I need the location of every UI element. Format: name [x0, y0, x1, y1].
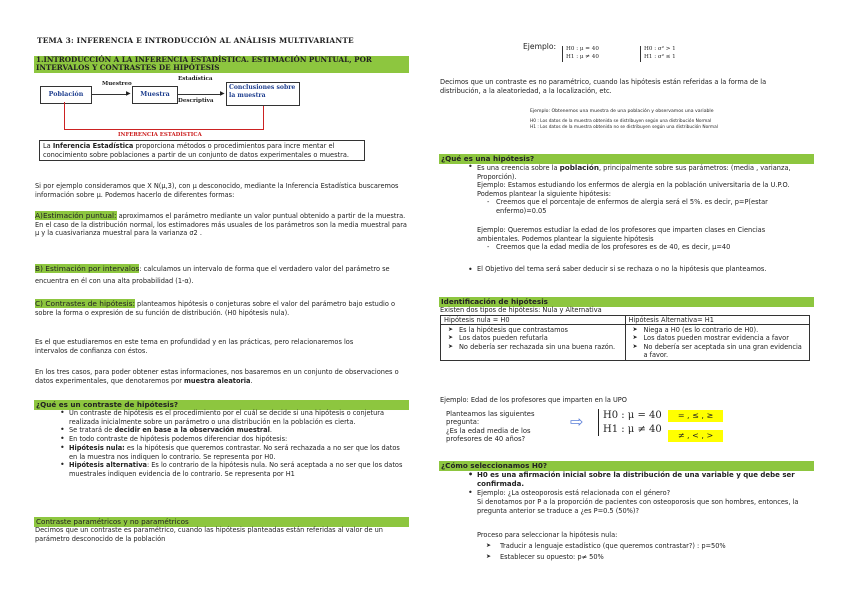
list-item: • Hipótesis nula: es la hipótesis que queremos contrastar. No será rechazada a no ser que los datos en la muestra nos indiquen lo contrario. Se representa por H0. [58, 444, 403, 461]
ej3-h1: H1 : μ ≠ 40 [603, 423, 662, 435]
ejemplo-hyp-b [640, 46, 676, 62]
list-item: ➤ Niega a H0 (es lo contrario de H0). [633, 326, 807, 334]
arrow-line [92, 94, 128, 95]
ejemplo-3-question [446, 410, 566, 444]
list-item: • H0 es una afirmación inicial sobre la distribución de una variable y que debe ser confirmada. [466, 471, 801, 489]
estimacion-puntual-label: A)Estimación puntual: [35, 211, 117, 220]
section-4-list [466, 163, 806, 181]
ej1-text: Ejemplo: Estamos estudiando los enfermos de alergia en la población universitaria de la U.P.O. Podemos plantear la siguiente hipótesis: [477, 181, 790, 198]
list-item: - Creemos que el porcentaje de enfermos de alergia será el 5%. es decir, p=P(estar enfermo)=0.05 [485, 198, 797, 215]
ej3-h0: H0 : μ = 40 [603, 410, 662, 421]
inference-diagram [38, 78, 308, 138]
muestra-bold: muestra aleatoria [184, 376, 251, 385]
ejemplo-label: Ejemplo: [523, 42, 557, 51]
right-arrow-icon: ⇨ [570, 412, 584, 431]
hypothesis-example-1 [477, 181, 797, 216]
ejemplo-3-hypotheses [598, 409, 662, 436]
list-item: • Ejemplo: ¿La osteoporosis está relacionada con el género? Si denotamos por P a la proporción de pacientes con osteoporosis que son hombres, entonces, la pregunta anterior se traduce a ¿es P=0.5 (50%)? [466, 489, 801, 515]
list-item: - Creemos que la edad media de los profesores es de 40, es decir, μ=40 [485, 243, 797, 252]
section-1-title: 1.INTRODUCCIÓN A LA INFERENCIA ESTADÍSTICA. ESTIMACIÓN PUNTUAL, POR INTERVALOS Y CONTRASTES DE HIPÓTESIS [34, 56, 409, 73]
section-5-subtitle: Existen dos tipos de hipótesis: Nula y Alternativa [440, 306, 602, 314]
list-item: ➤ Establecer su opuesto: p≠ 50% [486, 552, 786, 563]
parametric-text: Decimos que un contraste es paramétrico, cuando las hipótesis planteadas están referidas al valor de un parámetro desconocido de la población [35, 526, 383, 543]
list-item: ➤ No debería ser aceptada sin una gran evidencia a favor. [633, 343, 807, 359]
section-3-title: Contraste paramétricos y no paramétricos [34, 517, 409, 527]
table-head-h1: Hipótesis Alternativa= H1 [625, 316, 810, 325]
red-line-left [64, 102, 65, 130]
ej-h1a: H1 : μ ≠ 40 [566, 53, 599, 60]
descriptiva-label: Descriptiva [178, 98, 214, 104]
ej2-h1: H1 : Los datos de la muestra obtenida no se distribuyen según una distribución Normal [530, 125, 718, 131]
muestra-post: . [250, 376, 253, 385]
list-item: ➤ Traducir a lenguaje estadístico (que queremos contrastar?) : p=50% [486, 541, 786, 552]
estimacion-intervalos-label: B) Estimación por intervalos [35, 264, 140, 273]
ejemplo-3-title: Ejemplo: Edad de los profesores que imparten en la UPO [440, 396, 627, 404]
red-line-right [263, 106, 264, 130]
ej2-line: Ejemplo: Obtenemos una muestra de una población y observamos una variable [530, 109, 714, 114]
inequality-symbols-box: ≠ , < , > [668, 430, 723, 442]
def-post: proporciona métodos o procedimientos para incre mentar el conocimiento sobre poblaciones a partir de un conjunto de datos experimentales o muestra. [43, 142, 349, 159]
ej-h0b: H0 : σ² > 1 [644, 46, 676, 52]
list-item: • En todo contraste de hipótesis podemos diferenciar dos hipótesis: [58, 435, 403, 444]
section-6-title: ¿Cómo seleccionamos H0? [439, 461, 814, 471]
list-item: ➤ No debería ser rechazada sin una buena razón. [448, 343, 622, 351]
conclusiones-box: Conclusiones sobre la muestra [226, 82, 300, 106]
arrow-head-icon: ▶ [126, 90, 131, 97]
def-bold: Inferencia Estadística [52, 142, 134, 150]
muestreo-label: Muestreo [102, 81, 132, 87]
estadistica-label: Estadística [178, 76, 213, 82]
muestra-box: Muestra [132, 86, 178, 104]
table-head-h0: Hipótesis nula = H0 [441, 316, 626, 325]
estimacion-intervalos [35, 263, 407, 287]
red-line-bottom [64, 129, 264, 130]
proceso-list [486, 541, 786, 562]
tema-title: TEMA 3: INFERENCIA E INTRODUCCIÓN AL ANÁLISIS MULTIVARIANTE [37, 36, 354, 45]
list-item: • Se tratará de decidir en base a la observación muestral. [58, 426, 403, 435]
section-2-title: ¿Qué es un contraste de hipótesis? [34, 400, 409, 410]
section-4-title: ¿Qué es una hipótesis? [439, 154, 814, 164]
estimacion-puntual-text2: En el caso de la distribución normal, los estimadores más usuales de los parámetros son la media muestral para μ y la cuasivarianza muestral para la varianza σ2 . [35, 220, 407, 238]
muestra-paragraph [35, 368, 407, 385]
ej2-text: Ejemplo: Queremos estudiar la edad de los profesores que imparten clases en Ciencias ambientales. Podemos plantear la siguiente hipótesis [477, 226, 766, 243]
list-item: ➤ Los datos pueden refutarla [448, 334, 622, 342]
arrow-head-icon-2: ▶ [220, 90, 225, 97]
inferencia-label: INFERENCIA ESTADÍSTICA [118, 132, 202, 138]
ej-h0a: H0 : μ = 40 [566, 46, 599, 52]
list-item: • Hipótesis alternativa: Es lo contrario de la hipótesis nula. No será aceptada a no ser que los datos muestrales indiquen evidencia de lo contrario. Se representa por H1 [58, 461, 403, 478]
section-5-title: Identificación de hipótesis [439, 297, 814, 307]
list-item: • Un contraste de hipótesis es el procedimiento por el cuál se decide si una hipótesis o conjetura realizada inicialmente sobre un parámetro o una distribución en la población es cierta. [58, 409, 403, 426]
section-2-list [58, 409, 403, 479]
ej3-q1: Planteamos las siguientes pregunta: [446, 410, 535, 427]
poblacion-box: Población [40, 86, 92, 104]
ej3-q2: ¿Es la edad media de los profesores de 40 años? [446, 426, 531, 444]
hypothesis-example-2 [477, 226, 797, 252]
hypothesis-table [440, 315, 810, 361]
definition-box [39, 140, 365, 161]
list-item: • El Objetivo del tema será saber deducir si se rechaza o no la hipótesis que planteamos. [466, 264, 796, 276]
contrastes-label: C) Contrastes de hipótesis: [35, 299, 135, 308]
table-cell-h1 [625, 325, 810, 361]
estudio-paragraph: Es el que estudiaremos en este tema en profundidad y en las prácticas, pero relacionaremos los intervalos de confianza con éstos. [35, 338, 354, 355]
table-cell-h0 [441, 325, 626, 361]
ejemplo-normal [530, 109, 770, 132]
list-item: ➤ Es la hipótesis que contrastamos [448, 326, 622, 334]
estimacion-puntual-text: aproximamos el parámetro mediante un valor puntual obtenido a partir de la muestra. [116, 212, 406, 220]
section-4-list-2 [466, 264, 796, 276]
nonparametric-text: Decimos que un contraste es no paramétrico, cuando las hipótesis están referidas a la forma de la distribución, a la aleatoriedad, a la localización, etc. [440, 78, 767, 95]
ejemplo-hyp-a [562, 46, 599, 62]
contrastes-hipotesis [35, 299, 407, 317]
estimacion-intervalos-text: : calculamos un intervalo de forma que el verdadero valor del parámetro se encuentra en él con una alta probabilidad (1-α). [35, 265, 390, 285]
intro-paragraph: Si por ejemplo consideramos que X N(μ,3), con μ desconocido, mediante la Inferencia Estadística buscaremos información sobre μ. Podemos hacerlo de diferentes formas: [35, 182, 399, 199]
equality-symbols-box: = , ≤ , ≥ [668, 410, 723, 422]
def-pre: La [43, 142, 53, 150]
estimacion-puntual [35, 211, 407, 238]
list-item: ➤ Los datos pueden mostrar evidencia a favor [633, 334, 807, 342]
ej-h1b: H1 : σ² ≤ 1 [644, 53, 676, 60]
contrastes-text: planteamos hipótesis o conjeturas sobre el valor del parámetro bajo estudio o sobre la forma o expresión de su función de distribución. (H0 hipótesis nula). [35, 300, 396, 317]
muestra-pre: En los tres casos, para poder obtener estas informaciones, nos basaremos en un conjunto de observaciones o datos experimentales, que denotaremos por [35, 368, 399, 385]
section-6-list [466, 471, 801, 516]
list-item: • Es una creencia sobre la población, principalmente sobre sus parámetros: (media , varianza, Proporción). [466, 163, 806, 181]
ej2-h0: H0 : Los datos de la muestra obtenida se distribuyen según una distribución Normal [530, 118, 712, 124]
proceso-title: Proceso para seleccionar la hipótesis nula: [477, 531, 618, 539]
arrow-line-2 [178, 94, 222, 95]
